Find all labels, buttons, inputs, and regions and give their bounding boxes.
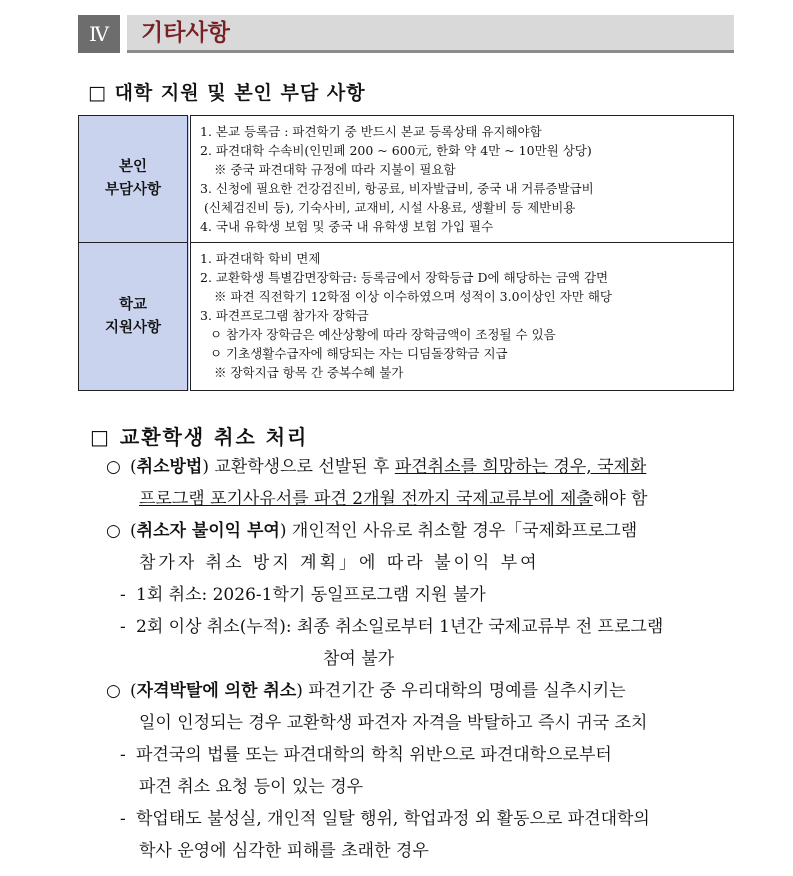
subsection-heading-support xyxy=(88,78,366,105)
disqualify-sub2-line1: - 학업태도 불성실, 개인적 일탈 행위, 학업과정 외 활동으로 파견대학의 xyxy=(120,809,650,829)
cancel-penalty-line1: ○ (취소자 불이익 부여) 개인적인 사유로 취소할 경우「국제화프로그램 xyxy=(106,516,637,546)
table-line: 4. 국내 유학생 보험 및 중국 내 유학생 보험 가입 필수 xyxy=(200,219,494,234)
section-number: Ⅳ xyxy=(78,15,120,53)
checkbox-square-icon: □ xyxy=(88,82,107,104)
disqualify-sub2-line2: 학사 운영에 심각한 피해를 초래한 경우 xyxy=(139,841,429,861)
table-row xyxy=(79,116,734,243)
table-line: 2. 파견대학 수속비(인민폐 200 ~ 600元, 한화 약 4만 ~ 10만원 상당) xyxy=(200,143,592,158)
row-header: 학교 지원사항 xyxy=(79,243,190,391)
table-line: ㅇ 기초생활수급자에 해당되는 자는 디딤돌장학금 지급 xyxy=(210,346,508,361)
cancel-penalty-line2: 참가자 취소 방지 계획」에 따라 불이익 부여 xyxy=(139,553,540,573)
section-header xyxy=(78,15,734,53)
penalty-sub2-line2: 참여 불가 xyxy=(323,649,395,669)
table-line: 3. 파견프로그램 참가자 장학금 xyxy=(200,308,369,323)
row-content xyxy=(189,243,734,391)
support-table xyxy=(78,115,734,391)
section-title: 기타사항 xyxy=(141,20,230,46)
penalty-sub1: - 1회 취소: 2026-1학기 동일프로그램 지원 불가 xyxy=(120,585,486,605)
disqualify-sub1-line1: - 파견국의 법률 또는 파견대학의 학칙 위반으로 파견대학으로부터 xyxy=(120,745,612,765)
table-line: 1. 파견대학 학비 면제 xyxy=(200,251,321,266)
bullet-circle-icon: ○ xyxy=(106,457,121,477)
item-label: 취소방법 xyxy=(136,457,203,477)
table-line: 2. 교환학생 특별감면장학금: 등록금에서 장학등급 D에 해당하는 금액 감면 xyxy=(200,270,609,285)
table-line: ※ 중국 파견대학 규정에 따라 지불이 필요함 xyxy=(214,162,456,177)
bullet-circle-icon: ○ xyxy=(106,681,121,701)
table-row xyxy=(79,243,734,391)
section-title-bar xyxy=(127,15,734,53)
row-header: 본인 부담사항 xyxy=(79,116,190,243)
subsection-heading-cancellation xyxy=(90,421,308,450)
cancel-method-line2: 프로그램 포기사유서를 파견 2개월 전까지 국제교류부에 제출해야 함 xyxy=(139,489,648,509)
cancel-disqualify-line1: ○ (자격박탈에 의한 취소) 파견기간 중 우리대학의 명예를 실추시키는 xyxy=(106,676,626,706)
checkbox-square-icon: □ xyxy=(90,425,111,449)
item-label: 자격박탈에 의한 취소 xyxy=(136,681,297,701)
penalty-sub2-line1: - 2회 이상 취소(누적): 최종 취소일로부터 1년간 국제교류부 전 프로그램 xyxy=(120,617,664,637)
bullet-circle-icon: ○ xyxy=(106,521,121,541)
subsection-title: 교환학생 취소 처리 xyxy=(119,425,309,449)
table-line: ※ 장학지급 항목 간 중복수혜 불가 xyxy=(214,365,404,380)
cancel-method-line1: ○ (취소방법) 교환학생으로 선발된 후 파견취소를 희망하는 경우, 국제화 xyxy=(106,452,646,482)
cancel-disqualify-line2: 일이 인정되는 경우 교환학생 파견자 자격을 박탈하고 즉시 귀국 조치 xyxy=(139,713,648,733)
table-line: ※ 파견 직전학기 12학점 이상 이수하였으며 성적이 3.0이상인 자만 해당 xyxy=(214,289,612,304)
item-label: 취소자 불이익 부여 xyxy=(136,521,280,541)
disqualify-sub1-line2: 파견 취소 요청 등이 있는 경우 xyxy=(139,777,364,797)
subsection-title: 대학 지원 및 본인 부담 사항 xyxy=(114,82,366,104)
table-line: (신체검진비 등), 기숙사비, 교재비, 시설 사용료, 생활비 등 제반비용 xyxy=(204,200,576,215)
table-line: 3. 신청에 필요한 건강검진비, 항공료, 비자발급비, 중국 내 거류증발급비 xyxy=(200,181,594,196)
table-line: 1. 본교 등록금 : 파견학기 중 반드시 본교 등록상태 유지해야함 xyxy=(200,124,542,139)
table-line: ㅇ 참가자 장학금은 예산상황에 따라 장학금액이 조정될 수 있음 xyxy=(210,327,556,342)
row-content xyxy=(189,116,734,243)
